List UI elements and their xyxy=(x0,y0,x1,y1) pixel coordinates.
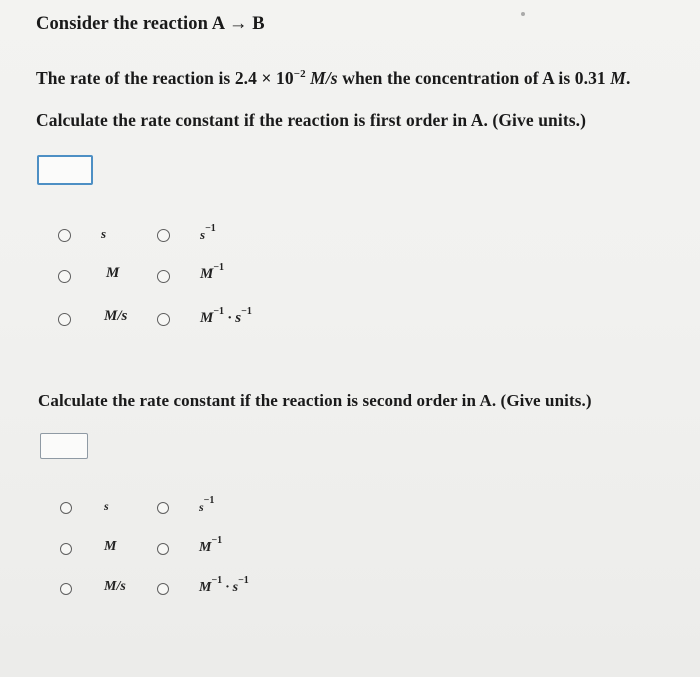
part2-prompt: Calculate the rate constant if the reaction is second order in A. (Give units.) xyxy=(38,391,592,410)
arrow-icon: → xyxy=(228,14,248,34)
part2-radio-m-inv-s-inv[interactable] xyxy=(157,583,169,595)
part1-radio-s[interactable] xyxy=(58,229,71,242)
title-prefix: Consider the reaction A xyxy=(36,14,225,34)
part1-radio-m[interactable] xyxy=(58,270,71,283)
part1-radio-s-inv[interactable] xyxy=(157,229,170,242)
part2-option-m-per-s: M/s xyxy=(104,579,126,594)
part1-option-m-inv: $M^{-1}$ xyxy=(200,262,225,282)
part2-option-m-inv-s-inv: $M^{-1} \cdot s^{-1}$ xyxy=(199,575,249,595)
part1-option-m: M xyxy=(106,265,120,281)
part2-option-s: s xyxy=(104,499,109,513)
part1-option-m-per-s: M/s xyxy=(104,308,128,324)
part2-radio-s-inv[interactable] xyxy=(157,502,169,514)
stray-dot xyxy=(521,12,525,16)
part2-option-m-inv: $M^{-1}$ xyxy=(199,535,223,555)
part2-radio-m-per-s[interactable] xyxy=(60,583,72,595)
concentration-unit: M xyxy=(610,68,626,88)
part2-answer-input[interactable] xyxy=(40,433,88,459)
title-suffix: B xyxy=(252,14,265,34)
part1-answer-input[interactable] xyxy=(37,155,93,185)
part1-option-m-inv-s-inv: $M^{-1} \cdot s^{-1}$ xyxy=(200,306,252,326)
part2-option-s-inv: $s^{-1}$ xyxy=(199,495,215,514)
part1-radio-m-inv[interactable] xyxy=(157,270,170,283)
part1-radio-m-per-s[interactable] xyxy=(58,313,71,326)
rate-unit: M/s xyxy=(310,68,338,88)
reaction-title xyxy=(36,14,265,35)
part2-option-m: M xyxy=(104,539,117,554)
part1-option-s: s xyxy=(101,226,107,241)
part2-radio-s[interactable] xyxy=(60,502,72,514)
part1-prompt: Calculate the rate constant if the reaction is first order in A. (Give units.) xyxy=(36,110,587,130)
rate-prefix: The rate of the reaction is 2.4 × 10 xyxy=(36,68,294,88)
part2-radio-m[interactable] xyxy=(60,543,72,555)
part2-radio-m-inv[interactable] xyxy=(157,543,169,555)
part1-radio-m-inv-s-inv[interactable] xyxy=(157,313,170,326)
rate-statement xyxy=(36,68,630,89)
part1-option-s-inv: $s^{-1}$ xyxy=(200,223,216,242)
rate-end: . xyxy=(625,68,631,88)
rate-middle: when the concentration of A is 0.31 xyxy=(342,68,606,88)
rate-exponent: −2 xyxy=(293,68,306,80)
